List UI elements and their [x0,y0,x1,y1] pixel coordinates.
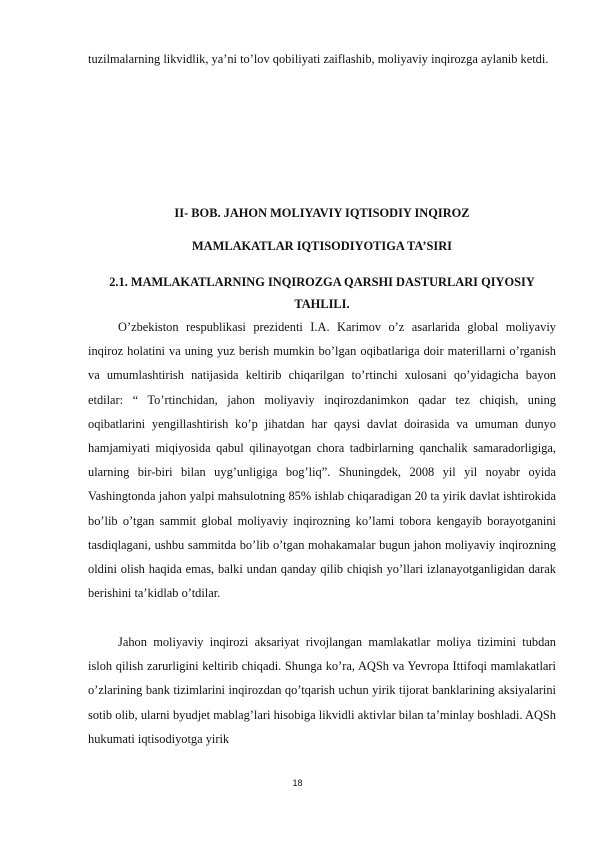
body-paragraph-1: O’zbekiston respublikasi prezidenti I.A. Karimov o’z asarlarida global moliyaviy inqiroz holatini va uning yuz berish mumkin bo’lgan oqibatlariga doir materillarni o’rganish va umumlashtirish natijasida keltirib chiqarilgan to’rtinchi xulosani qo’yidagicha bayon etdilar: “ To’rtinchidan, jahon moliyaviy inqirozdanimkon qadar tez chiqish, uning oqibatlarini yengillashtirish ko’p jihatdan har qaysi davlat doirasida va umuman dunyo hamjamiyati miqiyosida qabul qilinayotgan chora tadbirlarning qanchalik samaradorligiga, ularning bir-biri bilan uyg’unligiga bog’liq”. Shuningdek, 2008 yil yil noyabr oyida Vashingtonda jahon yalpi mahsulotning 85% ishlab chiqaradigan 20 ta yirik davlat ishtirokida bo’lib o’tgan sammit global moliyaviy inqirozning ko’lami tobora kengayib borayotganini tasdiqlagani, ushbu sammitda bo’lib o’tgan mohakamalar bugun jahon moliyaviy inqirozning oldini olish haqida emas, balki undan qanday qilib chiqish yo’llari izlanayotganligidan darak berishini ta’kidlab o’tdilar. [88,320,556,601]
chapter-title-line-2: MAMLAKATLAR IQTISODIYOTIGA TA’SIRI [191,239,452,253]
section-title: 2.1. MAMLAKATLARNING INQIROZGA QARSHI DASTURLARI QIYOSIY TAHLILI. [109,275,535,311]
body-paragraph-2: Jahon moliyaviy inqirozi aksariyat rivojlangan mamlakatlar moliya tizimini tubdan isloh qilish zarurligini keltirib chiqadi. Shunga ko’ra, AQSh va Yevropa Ittifoqi mamlakatlari o’zlarining bank tizimlarini inqirozdan qo’tqarish uchun yirik tijorat banklarining aksiyalarini sotib olib, ularni byudjet mablag’lari hisobiga likvidli aktivlar bilan ta’minlay boshladi. AQSh hukumati iqtisodiyotga yirik [88,635,556,746]
chapter-title-line-1: II- BOB. JAHON MOLIYAVIY IQTISODIY INQIROZ [174,206,470,220]
page-number: 18 [292,778,303,788]
intro-paragraph: tuzilmalarning likvidlik, ya’ni to’lov qobiliyati zaiflashib, moliyaviy inqirozga aylanib ketdi. [88,52,549,66]
